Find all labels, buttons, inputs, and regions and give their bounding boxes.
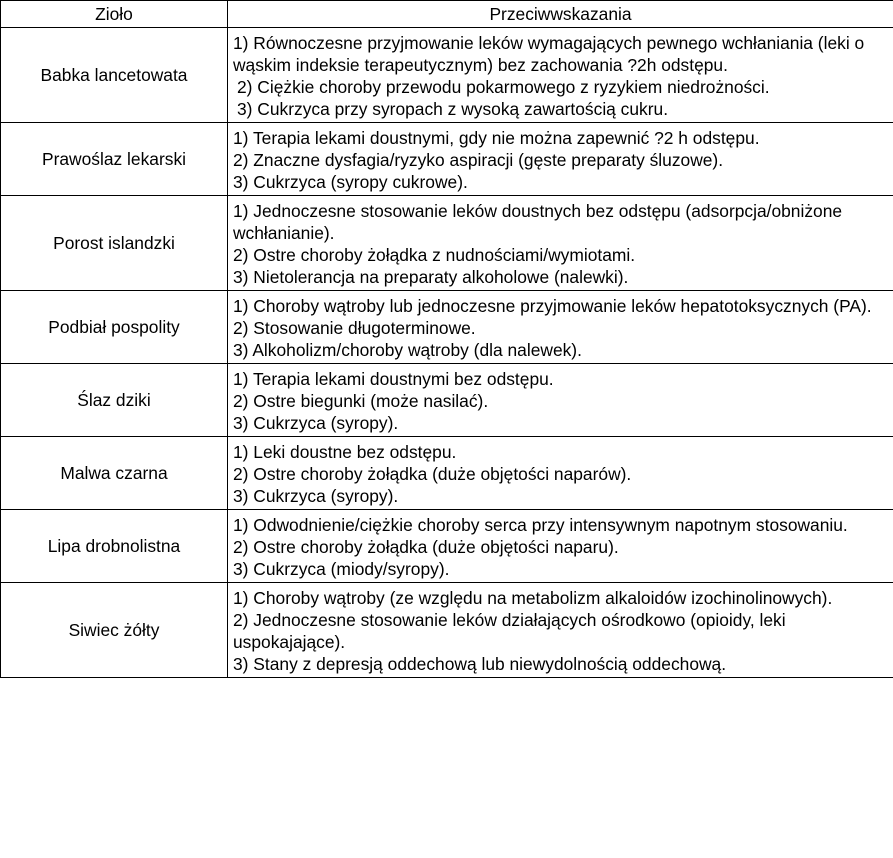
- table-row: [1, 364, 893, 437]
- contraindication-item: 3) Cukrzyca (syropy).: [233, 413, 399, 433]
- contraindications-cell: [228, 364, 893, 437]
- contraindication-item: 2) Ostre choroby żołądka (duże objętości naparów).: [233, 464, 632, 484]
- table-row: [1, 437, 893, 510]
- contraindication-item: 1) Leki doustne bez odstępu.: [233, 442, 457, 462]
- contraindication-item: 2) Znaczne dysfagia/ryzyko aspiracji (gęste preparaty śluzowe).: [233, 150, 724, 170]
- contraindication-item: 1) Choroby wątroby lub jednoczesne przyjmowanie leków hepatotoksycznych (PA).: [233, 296, 872, 316]
- table-row: [1, 28, 893, 123]
- table-row: [1, 196, 893, 291]
- herb-name: Podbiał pospolity: [1, 291, 228, 364]
- contraindication-item: 3) Nietolerancja na preparaty alkoholowe (nalewki).: [233, 267, 629, 287]
- contraindication-item: 3) Cukrzyca (miody/syropy).: [233, 559, 450, 579]
- contraindications-cell: [228, 291, 893, 364]
- contraindication-item: 3) Cukrzyca przy syropach z wysoką zawartością cukru.: [237, 99, 669, 119]
- contraindication-item: 1) Równoczesne przyjmowanie leków wymagających pewnego wchłaniania (leki o wąskim indeksie terapeutycznym) bez zachowania ?2h odstępu.: [233, 33, 865, 75]
- herb-name: Porost islandzki: [1, 196, 228, 291]
- contraindication-item: 2) Ostre biegunki (może nasilać).: [233, 391, 489, 411]
- contraindications-cell: [228, 510, 893, 583]
- contraindication-item: 3) Stany z depresją oddechową lub niewydolnością oddechową.: [233, 654, 727, 674]
- contraindications-cell: [228, 437, 893, 510]
- contraindications-cell: [228, 123, 893, 196]
- herb-name: Ślaz dziki: [1, 364, 228, 437]
- contraindications-cell: [228, 583, 893, 678]
- contraindication-item: 2) Ostre choroby żołądka (duże objętości naparu).: [233, 537, 619, 557]
- herb-name: Siwiec żółty: [1, 583, 228, 678]
- table-body: [1, 28, 893, 678]
- header-row: [1, 1, 893, 28]
- contraindication-item: 1) Choroby wątroby (ze względu na metabolizm alkaloidów izochinolinowych).: [233, 588, 833, 608]
- contraindication-item: 3) Cukrzyca (syropy cukrowe).: [233, 172, 468, 192]
- contraindication-item: 1) Terapia lekami doustnymi, gdy nie można zapewnić ?2 h odstępu.: [233, 128, 760, 148]
- contraindications-cell: [228, 28, 893, 123]
- herb-name: Babka lancetowata: [1, 28, 228, 123]
- header-contraindications: Przeciwwskazania: [228, 1, 893, 28]
- table-row: [1, 583, 893, 678]
- contraindication-item: 3) Cukrzyca (syropy).: [233, 486, 399, 506]
- contraindication-item: 2) Stosowanie długoterminowe.: [233, 318, 476, 338]
- contraindication-item: 1) Odwodnienie/ciężkie choroby serca przy intensywnym napotnym stosowaniu.: [233, 515, 848, 535]
- herb-name: Lipa drobnolistna: [1, 510, 228, 583]
- contraindication-item: 2) Ciężkie choroby przewodu pokarmowego z ryzykiem niedrożności.: [237, 77, 770, 97]
- contraindications-cell: [228, 196, 893, 291]
- table-row: [1, 123, 893, 196]
- contraindication-item: 1) Terapia lekami doustnymi bez odstępu.: [233, 369, 554, 389]
- table-row: [1, 291, 893, 364]
- contraindication-item: 1) Jednoczesne stosowanie leków doustnych bez odstępu (adsorpcja/obniżone wchłanianie).: [233, 201, 843, 243]
- contraindication-item: 3) Alkoholizm/choroby wątroby (dla nalewek).: [233, 340, 582, 360]
- contraindication-item: 2) Jednoczesne stosowanie leków działających ośrodkowo (opioidy, leki uspokajające).: [233, 610, 786, 652]
- contraindication-item: 2) Ostre choroby żołądka z nudnościami/wymiotami.: [233, 245, 636, 265]
- herb-name: Malwa czarna: [1, 437, 228, 510]
- table-row: [1, 510, 893, 583]
- header-herb: Zioło: [1, 1, 228, 28]
- herb-name: Prawoślaz lekarski: [1, 123, 228, 196]
